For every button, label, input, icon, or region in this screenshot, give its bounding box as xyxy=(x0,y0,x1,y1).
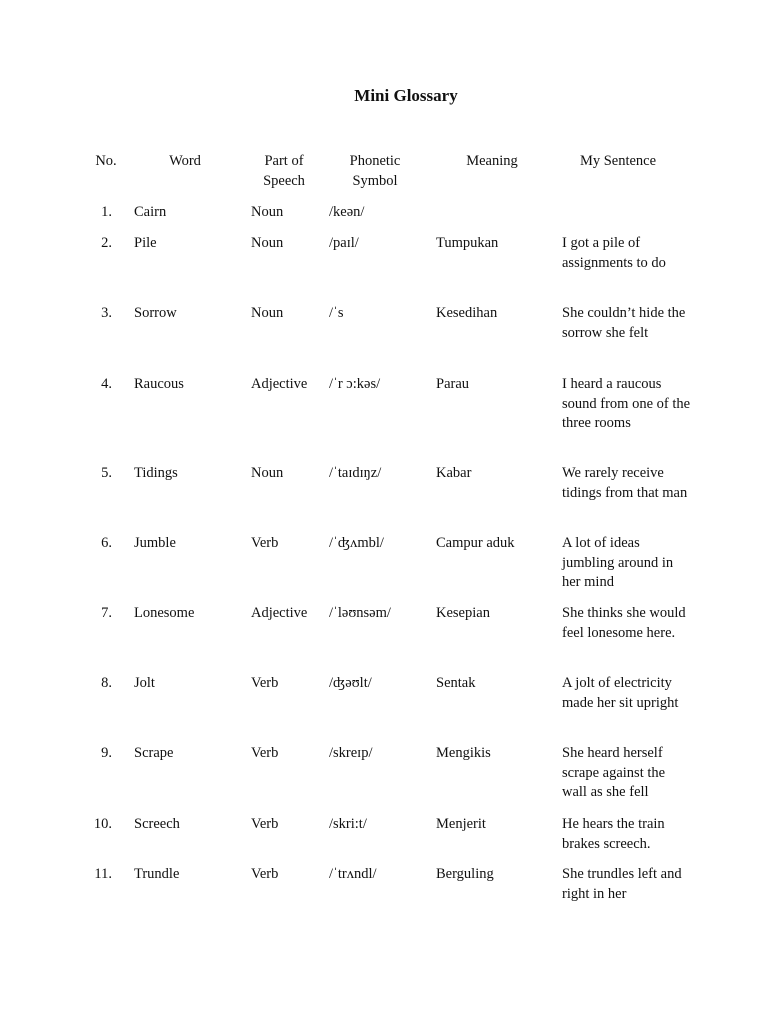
row-sentence: A jolt of electricity made her sit upright xyxy=(562,675,679,711)
row-sentence: I heard a raucous sound from one of the three rooms xyxy=(562,376,691,431)
row-no: 9. xyxy=(101,745,112,761)
row-sentence: We rarely receive tidings from that man xyxy=(562,465,688,501)
row-no: 5. xyxy=(101,465,112,481)
row-sentence: She trundles left and right in her xyxy=(562,866,682,902)
row-phonetic: /skri:t/ xyxy=(329,816,367,832)
row-pos: Noun xyxy=(251,465,284,481)
row-no: 2. xyxy=(101,235,112,251)
row-meaning: Campur aduk xyxy=(436,535,515,551)
row-meaning: Mengikis xyxy=(436,745,491,761)
row-sentence: A lot of ideas jumbling around in her mind xyxy=(562,535,674,590)
header-sentence: My Sentence xyxy=(579,153,657,169)
header-no: No. xyxy=(95,153,117,169)
row-no: 6. xyxy=(101,535,112,551)
header-pos: Part of Speech xyxy=(263,153,305,189)
row-word: Pile xyxy=(134,235,157,251)
row-meaning: Kesedihan xyxy=(436,305,498,321)
row-sentence: He hears the train brakes screech. xyxy=(562,816,665,852)
row-pos: Verb xyxy=(251,745,279,761)
row-no: 4. xyxy=(101,376,112,392)
row-pos: Adjective xyxy=(251,605,308,621)
page-title: Mini Glossary xyxy=(354,86,458,105)
row-pos: Verb xyxy=(251,816,279,832)
row-sentence: She thinks she would feel lonesome here. xyxy=(562,605,686,641)
row-no: 8. xyxy=(101,675,112,691)
row-word: Cairn xyxy=(134,204,167,220)
row-word: Sorrow xyxy=(134,305,177,321)
header-meaning: Meaning xyxy=(466,153,518,169)
row-sentence: She heard herself scrape against the wall as she fell xyxy=(562,745,666,800)
row-word: Scrape xyxy=(134,745,174,761)
row-pos: Noun xyxy=(251,305,284,321)
row-phonetic: /ˈs xyxy=(329,305,344,321)
row-no: 10. xyxy=(93,816,112,832)
row-pos: Verb xyxy=(251,675,279,691)
row-phonetic: /ˈtrʌndl/ xyxy=(329,866,377,882)
row-phonetic: /ˈləʊnsəm/ xyxy=(329,605,391,621)
row-phonetic: /skreɪp/ xyxy=(329,745,373,761)
row-no: 3. xyxy=(101,305,112,321)
row-meaning: Kesepian xyxy=(436,605,490,621)
row-phonetic: /ˈʤʌmbl/ xyxy=(329,535,384,551)
row-word: Lonesome xyxy=(134,605,195,621)
row-phonetic: /ʤəʊlt/ xyxy=(329,675,372,691)
row-phonetic: /ˈr ɔ:kəs/ xyxy=(329,376,381,392)
row-word: Tidings xyxy=(134,465,178,481)
row-meaning: Parau xyxy=(436,376,470,392)
row-word: Jumble xyxy=(134,535,176,551)
row-phonetic: /ˈtaɪdɪŋz/ xyxy=(329,465,382,481)
row-meaning: Tumpukan xyxy=(436,235,499,251)
row-word: Trundle xyxy=(134,866,180,882)
row-word: Jolt xyxy=(134,675,155,691)
row-no: 7. xyxy=(101,605,112,621)
row-phonetic: /paɪl/ xyxy=(329,235,359,251)
row-no: 11. xyxy=(94,866,112,882)
row-no: 1. xyxy=(101,204,112,220)
row-word: Raucous xyxy=(134,376,184,392)
row-pos: Adjective xyxy=(251,376,308,392)
row-meaning: Sentak xyxy=(436,675,476,691)
row-meaning: Menjerit xyxy=(436,816,486,832)
row-pos: Noun xyxy=(251,235,284,251)
row-sentence: She couldn’t hide the sorrow she felt xyxy=(562,305,686,341)
row-pos: Verb xyxy=(251,535,279,551)
row-sentence: I got a pile of assignments to do xyxy=(562,235,666,271)
row-meaning: Kabar xyxy=(436,465,472,481)
header-phonetic: Phonetic Symbol xyxy=(349,153,401,189)
row-phonetic: /keən/ xyxy=(329,204,365,220)
row-meaning: Berguling xyxy=(436,866,494,882)
header-word: Word xyxy=(169,153,201,169)
row-pos: Noun xyxy=(251,204,284,220)
row-word: Screech xyxy=(134,816,180,832)
row-pos: Verb xyxy=(251,866,279,882)
